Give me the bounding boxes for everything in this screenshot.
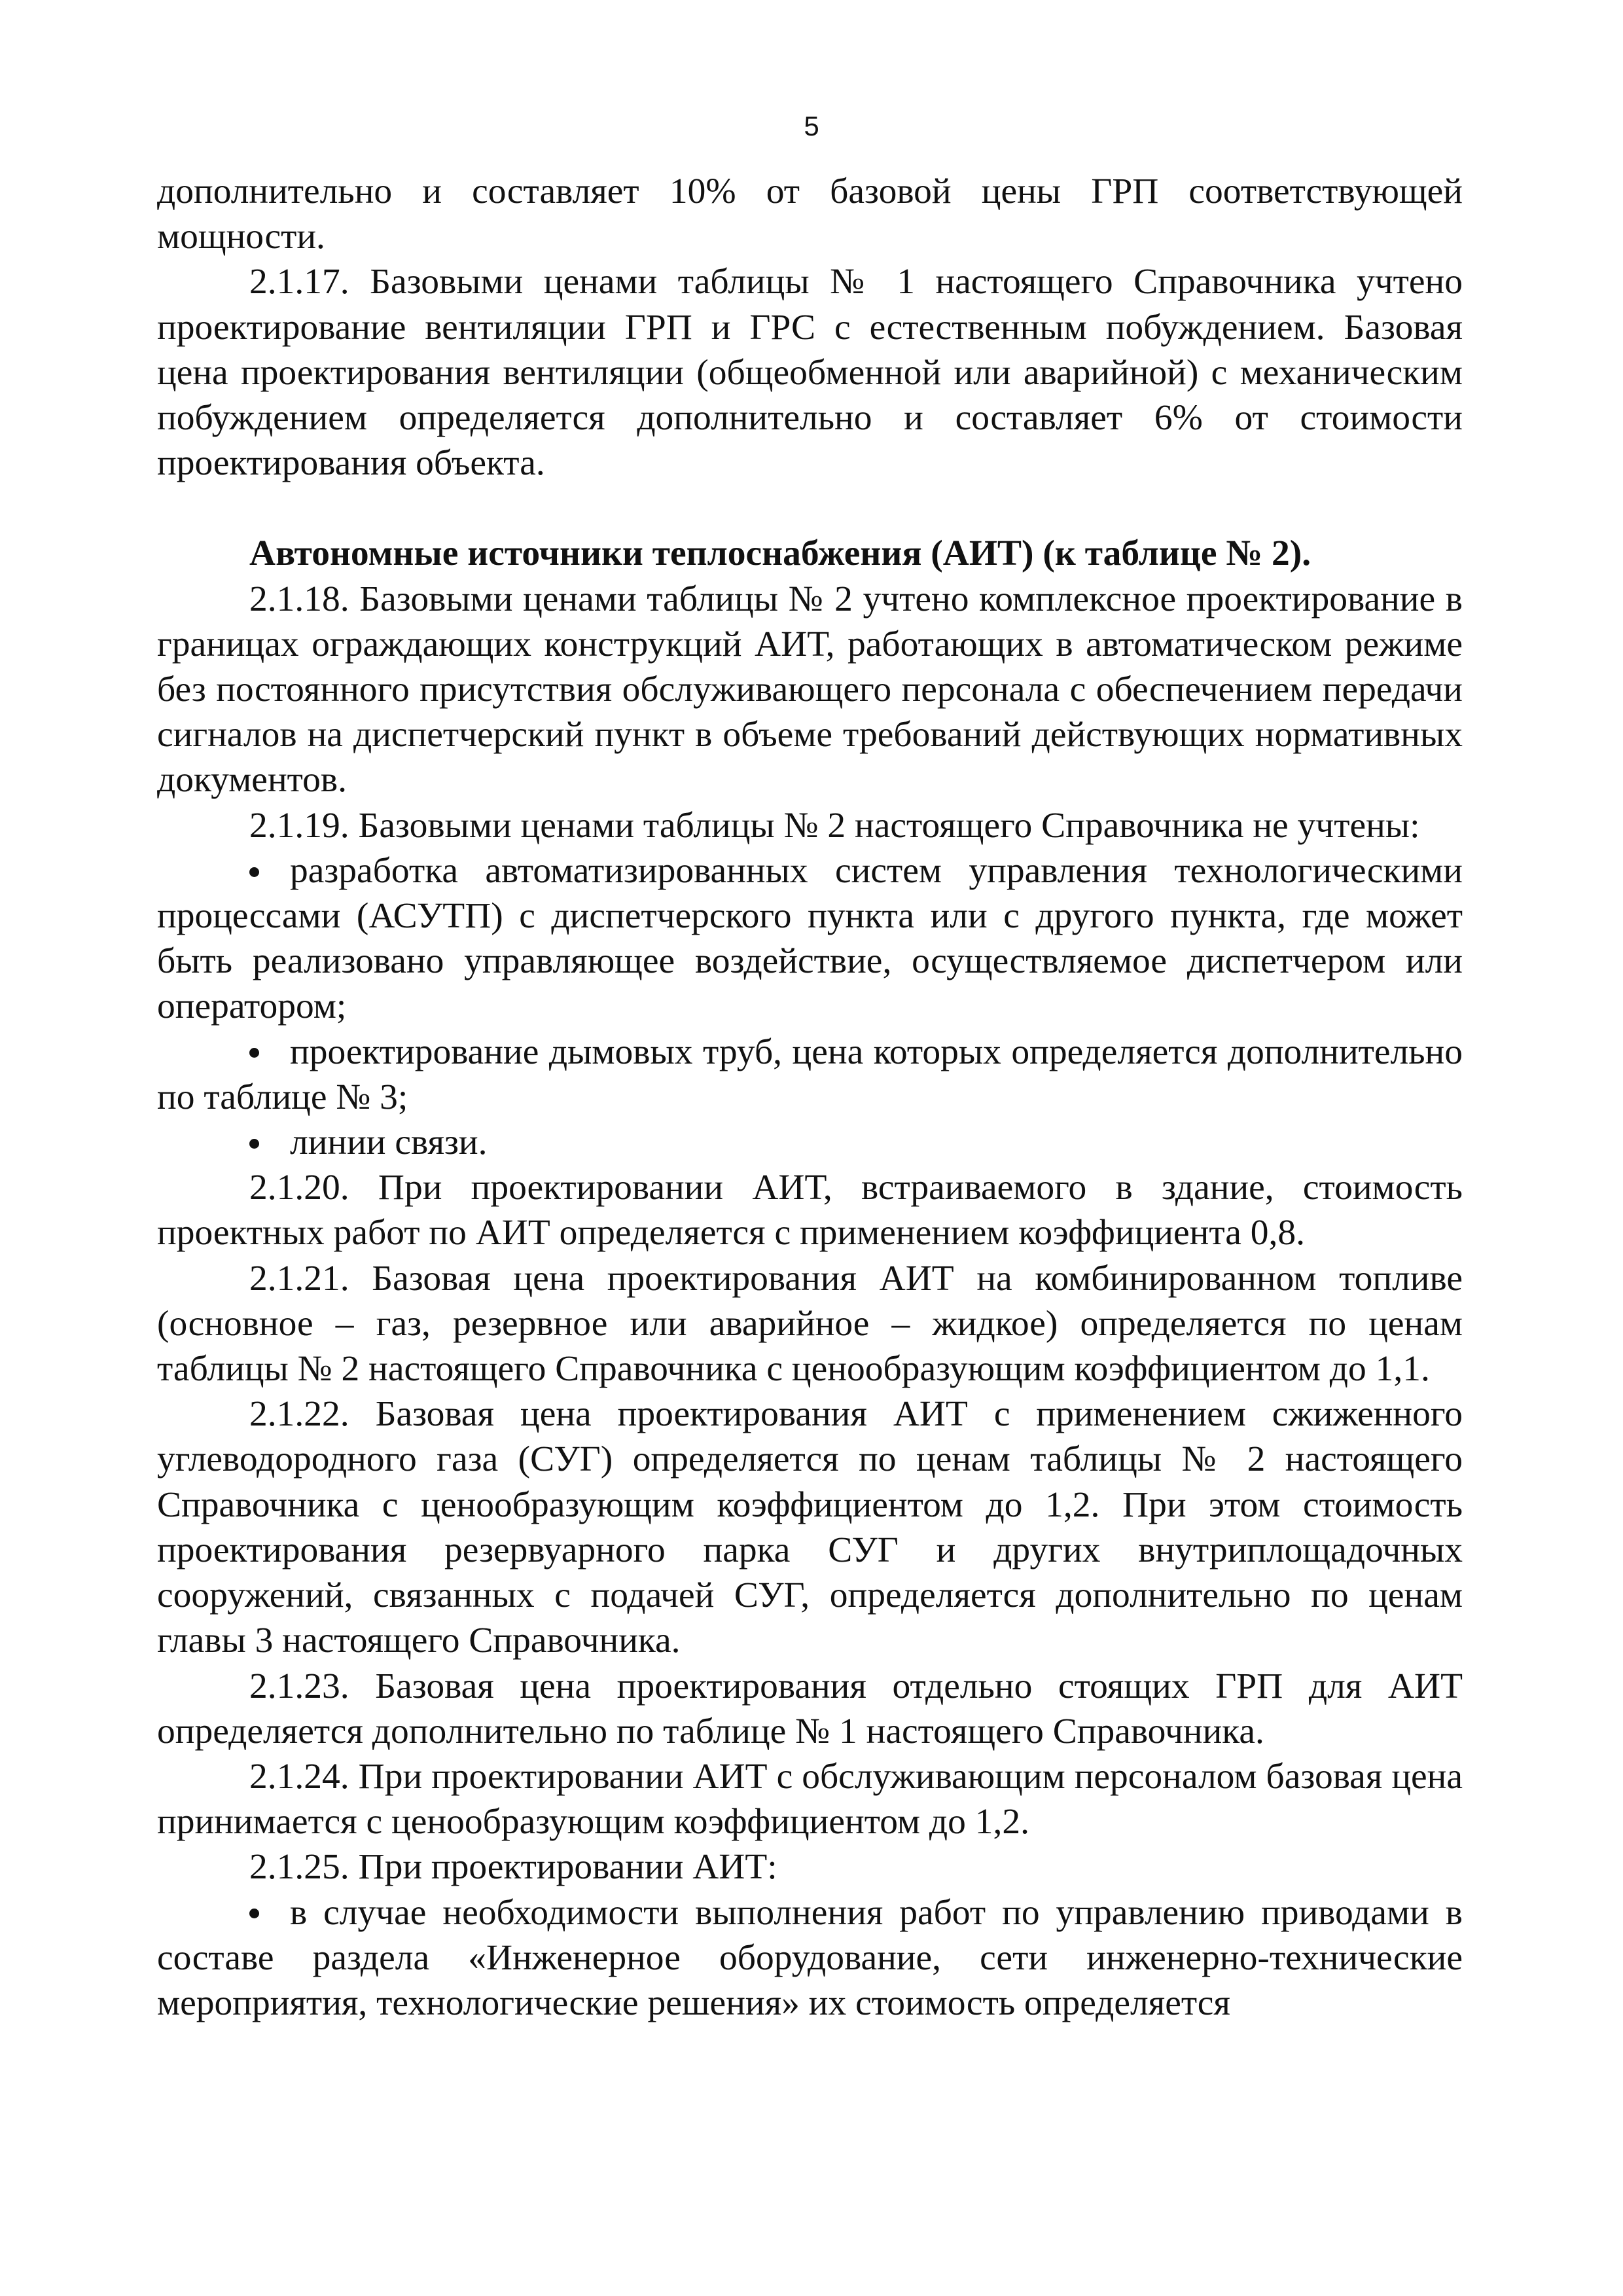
bullet-item-communication-lines bbox=[157, 1120, 1463, 1165]
bullet-text: в случае необходимости выполнения работ по управлению приводами в составе раздела «Инженерное оборудование, сети инженерно-технические мероприятия, технологические решения» их стоимость определяется bbox=[157, 1892, 1463, 2023]
section-heading-ait: Автономные источники теплоснабжения (АИТ) (к таблице № 2). bbox=[249, 533, 1311, 574]
bullet-text: проектирование дымовых труб, цена которых определяется дополнительно по таблице № 3; bbox=[157, 1031, 1463, 1117]
paragraph-2-1-19: 2.1.19. Базовыми ценами таблицы № 2 настоящего Справочника не учтены: bbox=[249, 805, 1420, 846]
bullet-item-drive-control bbox=[157, 1890, 1463, 2026]
paragraph-2-1-20: 2.1.20. При проектировании АИТ, встраиваемого в здание, стоимость проектных работ по АИТ определяется с применением коэффициента 0,8. bbox=[157, 1168, 1463, 1253]
bullet-text: разработка автоматизированных систем управления технологическими процессами (АСУТП) с диспетчерского пункта или с другого пункта, где может быть реализовано управляющее воздействие, осуществляемое диспетчером или оператором; bbox=[157, 850, 1463, 1027]
bullet-icon bbox=[249, 1890, 290, 1935]
paragraph-2-1-25: 2.1.25. При проектировании АИТ: bbox=[249, 1847, 777, 1888]
page-number: 5 bbox=[804, 111, 819, 141]
paragraph-2-1-22: 2.1.22. Базовая цена проектирования АИТ с применением сжиженного углеводородного газа (СУГ) определяется по ценам таблицы № 2 настоящего Справочника с ценообразующим коэффициентом до 1,2. При этом стоимость проектирования резервуарного парка СУГ и других внутриплощадочных сооружений, связанных с подачей СУГ, определяется дополнительно по ценам главы 3 настоящего Справочника. bbox=[157, 1394, 1463, 1661]
paragraph-2-1-24: 2.1.24. При проектировании АИТ с обслуживающим персоналом базовая цена принимается с ценообразующим коэффициентом до 1,2. bbox=[157, 1756, 1463, 1842]
bullet-text: линии связи. bbox=[290, 1122, 488, 1163]
paragraph-2-1-21: 2.1.21. Базовая цена проектирования АИТ на комбинированном топливе (основное – газ, резервное или аварийное – жидкое) определяется по ценам таблицы № 2 настоящего Справочника с ценообразующим коэффициентом до 1,1. bbox=[157, 1258, 1463, 1390]
paragraph-continuation: дополнительно и составляет 10% от базовой цены ГРП соответствующей мощности. bbox=[157, 171, 1463, 257]
bullet-item-asutp bbox=[157, 848, 1463, 1030]
paragraph-2-1-17: 2.1.17. Базовыми ценами таблицы № 1 настоящего Справочника учтено проектирование вентиляции ГРП и ГРС с естественным побуждением. Базовая цена проектирования вентиляции (общеобменной или аварийной) с механическим побуждением определяется дополнительно и составляет 6% от стоимости проектирования объекта. bbox=[157, 262, 1463, 484]
document-body bbox=[157, 169, 1463, 2026]
paragraph-2-1-23: 2.1.23. Базовая цена проектирования отдельно стоящих ГРП для АИТ определяется дополнительно по таблице № 1 настоящего Справочника. bbox=[157, 1666, 1463, 1751]
bullet-icon bbox=[249, 1030, 290, 1075]
bullet-item-chimneys bbox=[157, 1030, 1463, 1120]
bullet-icon bbox=[249, 848, 290, 893]
paragraph-2-1-18: 2.1.18. Базовыми ценами таблицы № 2 учтено комплексное проектирование в границах ограждающих конструкций АИТ, работающих в автоматическом режиме без постоянного присутствия обслуживающего персонала с обеспечением передачи сигналов на диспетчерский пункт в объеме требований действующих нормативных документов. bbox=[157, 579, 1463, 800]
bullet-icon bbox=[249, 1120, 290, 1165]
